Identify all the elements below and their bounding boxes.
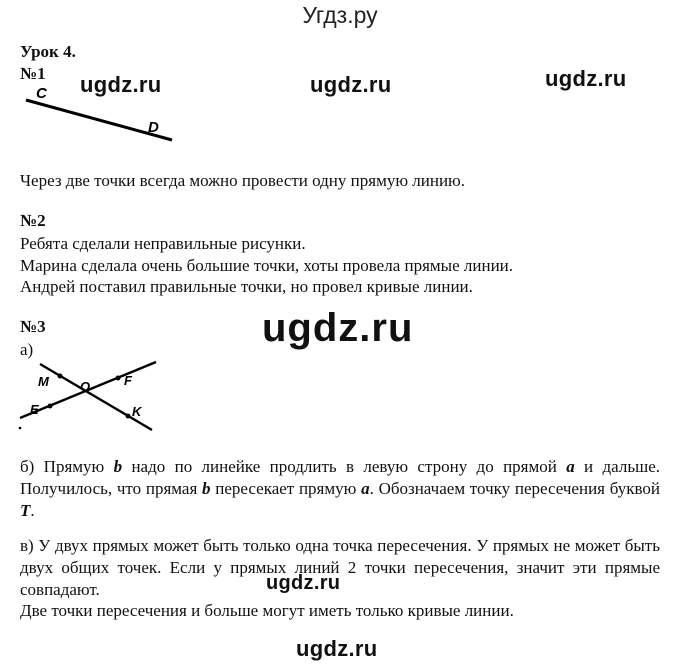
var-a: a (361, 479, 370, 498)
point-label-m: M (38, 374, 49, 389)
lesson-title: Урок 4. (20, 42, 76, 61)
watermark-large: ugdz.ru (262, 306, 414, 350)
stray-dot (19, 427, 22, 430)
watermark: ugdz.ru (266, 572, 341, 594)
point-label-o: O (80, 379, 91, 394)
task3-last-line: Две точки пересечения и больше могут иметь только кривые линии. (20, 601, 514, 620)
watermark: ugdz.ru (296, 636, 378, 661)
point-label-f: F (124, 373, 132, 388)
task3-part-a: а) (20, 340, 34, 359)
task3-part-b: б) Прямую b надо по линейке продлить в левую строну до прямой a и дальше. Получилось, что прямая b пересекает прямую a. Обозначаем точку пересечения буквой T. (20, 457, 660, 520)
watermark: ugdz.ru (80, 72, 162, 97)
task3-part-v: в) У двух прямых может быть только одна точка пересечения. У прямых не может быть двух общих точек. Если у прямых линий 2 точки пересечения, значит эти прямые совпадают. (20, 536, 660, 599)
point-label-d: D (148, 119, 159, 136)
site-title: Угдз.ру (302, 2, 378, 28)
watermark: ugdz.ru (545, 66, 627, 91)
point-e (48, 404, 53, 409)
var-b: b (113, 457, 123, 476)
point-f (116, 376, 121, 381)
var-a: a (566, 457, 575, 476)
var-b: b (202, 479, 211, 498)
figure-intersecting-lines (18, 358, 158, 433)
figure-line-cd (20, 80, 180, 150)
point-k (126, 414, 131, 419)
task2-line: Марина сделала очень большие точки, хоты провела прямые линии. (20, 256, 514, 275)
task2-number: №2 (20, 211, 46, 230)
task3-number: №3 (20, 317, 46, 336)
line-mk (40, 364, 152, 430)
point-label-e: E (30, 402, 39, 417)
task1-number: №1 (20, 64, 46, 83)
task2-line: Ребята сделали неправильные рисунки. (20, 234, 306, 253)
task2-line: Андрей поставил правильные точки, но провел кривые линии. (20, 277, 473, 296)
var-t: T (20, 501, 31, 520)
point-m (58, 374, 63, 379)
point-label-k: K (132, 404, 142, 419)
point-label-c: C (36, 85, 47, 102)
task1-text: Через две точки всегда можно провести одну прямую линию. (20, 171, 466, 190)
watermark: ugdz.ru (310, 72, 392, 97)
